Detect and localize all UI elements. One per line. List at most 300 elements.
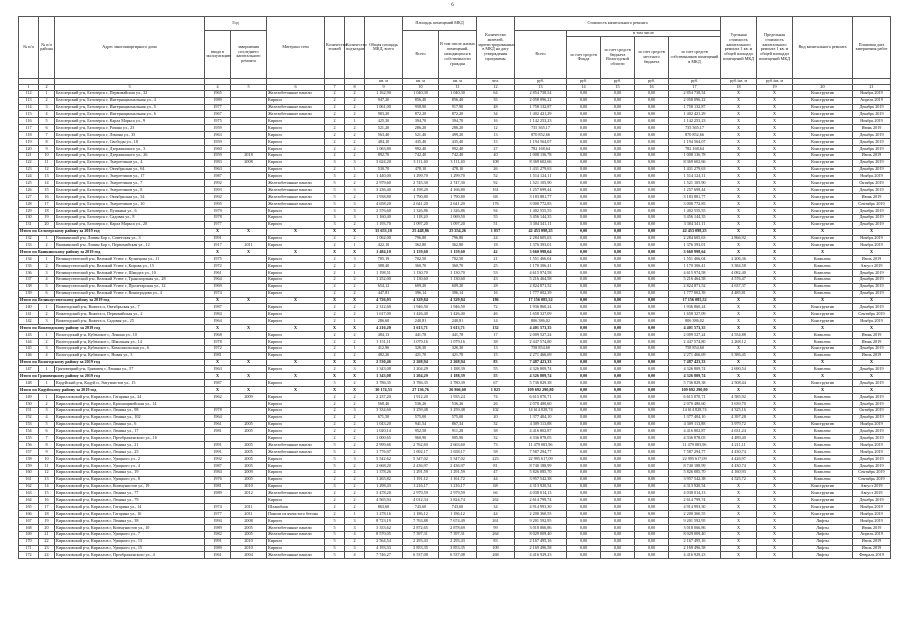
area-total-cell: 1 061,00 [365, 104, 403, 111]
deadline-cell: Декабрь 2019 [853, 400, 891, 407]
unit-cell: кв. м [403, 78, 439, 84]
area-owned-cell: 3 111,40 [439, 159, 477, 166]
specific-cost-cell: 3 384,58 [721, 263, 757, 270]
address-cell: Кирилловский р-н, Кириллов г, Преображенского ул., 16 [55, 435, 205, 442]
wall-material-cell: Кирпич [267, 331, 325, 338]
district-row-number: 2 [39, 242, 55, 249]
year-repaired-cell [231, 435, 267, 442]
wall-material-cell: Шлакоблок [267, 504, 325, 511]
cost-fund-cell: 0,00 [567, 531, 601, 538]
address-cell: Кирилловский р-н, Кириллов г, Урицкого ул., 13 [55, 538, 205, 545]
table-row [19, 283, 891, 290]
area-total-cell: 3 478,20 [365, 490, 403, 497]
repair-type-cell: Комплекс [793, 449, 853, 456]
area-total-cell: 1 278,16 [365, 511, 403, 518]
cost-local-cell: 0,00 [635, 407, 669, 414]
cost-total-cell: 1 658 327,09 [515, 311, 567, 318]
entrances-cell: 1 [345, 242, 365, 249]
column-number-cell: 10 [403, 84, 439, 90]
deadline-cell: Декабрь 2019 [853, 159, 891, 166]
cost-total-cell: 1 402 421,29 [515, 111, 567, 118]
district-row-number: 17 [39, 504, 55, 511]
area-total-cell: 1 063,80 [365, 145, 403, 152]
cost-total-cell: 2 447 574,80 [515, 338, 567, 345]
entrances-cell: X [345, 359, 365, 366]
table-body [19, 90, 891, 559]
entrances-cell: 2 [345, 483, 365, 490]
specific-cost-cell: X [721, 132, 757, 139]
cost-total-cell: 1 376 393,01 [515, 242, 567, 249]
area-total-cell: 1 151,11 [365, 338, 403, 345]
residents-cell: 32 [477, 421, 515, 428]
cost-total-cell: 3 183 881,77 [515, 194, 567, 201]
year-repaired-cell [231, 414, 267, 421]
specific-cost-cell: X [721, 318, 757, 325]
limit-cost-cell: X [757, 90, 793, 97]
cost-region-cell: 0,00 [601, 97, 635, 104]
cost-region-cell: 0,00 [601, 132, 635, 139]
address-cell: Кирилловский р-н, Кириллов г, Урицкого ул., 4 [55, 462, 205, 469]
year-built-cell: 1981 [205, 428, 231, 435]
cost-total-cell: 22 995 617,09 [515, 456, 567, 463]
residents-cell: 44 [477, 511, 515, 518]
entrances-cell: 2 [345, 304, 365, 311]
area-total-cell: 5 542,62 [365, 456, 403, 463]
floors-cell: 5 [325, 187, 345, 194]
cost-owners-cell: 1 521 105,90 [669, 180, 721, 187]
year-built-cell: 1977 [205, 511, 231, 518]
cost-region-cell: 0,00 [601, 518, 635, 525]
cost-fund-cell: 0,00 [567, 118, 601, 125]
floors-cell: 5 [325, 462, 345, 469]
cost-owners-cell: 3 660 998,64 [669, 249, 721, 256]
cost-total-cell: 1 514 124,11 [515, 173, 567, 180]
cost-region-cell: 0,00 [601, 111, 635, 118]
year-built-cell: 1974 [205, 290, 231, 297]
specific-cost-cell: 4 637,37 [721, 283, 757, 290]
specific-cost-cell: 4 426,97 [721, 456, 757, 463]
specific-cost-cell: X [721, 125, 757, 132]
cost-fund-cell: 0,00 [567, 235, 601, 242]
cost-fund-cell: 0,00 [567, 359, 601, 366]
residents-cell: 72 [477, 304, 515, 311]
specific-cost-cell: 4 397,28 [721, 414, 757, 421]
year-repaired-cell: 2004 [231, 552, 267, 559]
row-number: 117 [19, 125, 39, 132]
year-repaired-cell [231, 132, 267, 139]
cost-fund-cell: 0,00 [567, 159, 601, 166]
area-total-cell: 1 160,40 [365, 214, 403, 221]
entrances-cell: 2 [345, 125, 365, 132]
residents-cell: 176 [477, 201, 515, 208]
district-row-number: 2 [39, 338, 55, 345]
district-row-number: 3 [39, 104, 55, 111]
area-owned-cell: 905,90 [439, 435, 477, 442]
floors-cell: 3 [325, 159, 345, 166]
residents-cell: 99 [477, 524, 515, 531]
address-cell: Великоустюгский р-н, Великий Устюг г, Кузнецова ул., 11 [55, 256, 205, 263]
residents-cell: 38 [477, 338, 515, 345]
column-number-cell: 12 [477, 84, 515, 90]
limit-cost-cell: X [757, 407, 793, 414]
floors-cell: 5 [325, 456, 345, 463]
district-row-number: 16 [39, 194, 55, 201]
year-built-cell: 1989 [205, 524, 231, 531]
cost-local-cell: 0,00 [635, 338, 669, 345]
year-built-cell: X [205, 325, 231, 332]
area-all-cell: 360,70 [403, 263, 439, 270]
area-owned-cell: 1 326,86 [439, 207, 477, 214]
specific-cost-cell: 3 639,70 [721, 400, 757, 407]
specific-cost-cell: X [721, 173, 757, 180]
cost-fund-cell: 0,00 [567, 449, 601, 456]
floors-cell: 5 [325, 180, 345, 187]
cost-total-cell: 2 167 495,16 [515, 538, 567, 545]
district-row-number: 2 [39, 263, 55, 270]
deadline-cell: Ноябрь 2019 [853, 504, 891, 511]
cost-local-cell: 0,00 [635, 435, 669, 442]
cost-fund-cell: 0,00 [567, 221, 601, 228]
year-repaired-cell [231, 256, 267, 263]
limit-cost-cell: X [757, 531, 793, 538]
cost-owners-cell: 4 416 929,23 [669, 552, 721, 559]
cost-fund-cell: 0,00 [567, 545, 601, 552]
floors-cell: 2 [325, 421, 345, 428]
table-row [19, 290, 891, 297]
row-number: 128 [19, 201, 39, 208]
specific-cost-cell: 4 631,24 [721, 428, 757, 435]
area-owned-cell: 396,14 [439, 290, 477, 297]
cost-owners-cell: 17 156 085,52 [669, 297, 721, 304]
district-row-number: 6 [39, 290, 55, 297]
address-cell: Кирилловский р-н, Кириллов г, Ленина ул., 38 [55, 518, 205, 525]
limit-cost-cell: X [757, 476, 793, 483]
cost-total-cell: 5 736 829,38 [515, 380, 567, 387]
cost-owners-cell: 2 447 574,80 [669, 338, 721, 345]
table-row [19, 139, 891, 146]
area-all-cell: 609,20 [403, 283, 439, 290]
cost-fund-cell: 0,00 [567, 552, 601, 559]
deadline-cell: X [853, 249, 891, 256]
residents-cell: 268 [477, 552, 515, 559]
cost-total-cell: 42 453 098,25 [515, 228, 567, 235]
wall-material-cell: Кирпич [267, 518, 325, 525]
year-built-cell: 1968 [205, 331, 231, 338]
year-repaired-cell: 2005 [231, 531, 267, 538]
floors-cell: 2 [325, 400, 345, 407]
limit-cost-cell: X [757, 173, 793, 180]
limit-cost-cell: X [757, 524, 793, 531]
row-number: 120 [19, 145, 39, 152]
area-total-cell: 863,60 [365, 504, 403, 511]
limit-cost-cell: X [757, 194, 793, 201]
district-row-number: 17 [39, 201, 55, 208]
address-cell: Великоустюгский р-н, Великий Устюг г, Шмидта ул., 10 [55, 269, 205, 276]
cost-total-cell: 1 521 105,90 [515, 180, 567, 187]
table-row [19, 366, 891, 373]
year-built-cell: 1961 [205, 552, 231, 559]
floors-cell: X [325, 228, 345, 235]
limit-cost-cell: X [757, 214, 793, 221]
cost-total-cell: 4 313 920,54 [515, 483, 567, 490]
header-cost-region: за счет средств бюджета Вологодской области [601, 36, 635, 78]
year-built-cell: X [205, 387, 231, 394]
deadline-cell: Июнь 2019 [853, 125, 891, 132]
cost-fund-cell: 0,00 [567, 331, 601, 338]
address-cell: Кирилловский р-н, Кириллов г, Урицкого ул., 2 [55, 456, 205, 463]
limit-cost-cell: X [757, 201, 793, 208]
table-row [19, 462, 891, 469]
area-total-cell: 425,30 [365, 118, 403, 125]
year-built-cell: 1977 [205, 221, 231, 228]
district-row-number: 15 [39, 187, 55, 194]
area-all-cell: 4 329,84 [403, 297, 439, 304]
entrances-cell: 2 [345, 290, 365, 297]
cost-fund-cell: 0,00 [567, 249, 601, 256]
table-row [19, 352, 891, 359]
entrances-cell: 2 [345, 173, 365, 180]
cost-total-cell: 758 854,60 [515, 345, 567, 352]
cost-owners-cell: 1 194 564,07 [669, 139, 721, 146]
cost-total-cell: 7 487 423,33 [515, 359, 567, 366]
year-built-cell: 1987 [205, 462, 231, 469]
floors-cell: X [325, 325, 345, 332]
year-repaired-cell: X [231, 387, 267, 394]
column-number-cell: 4 [205, 84, 231, 90]
limit-cost-cell: X [757, 545, 793, 552]
address-cell: Вожегодский р-н, Вожега п, Первомайская ул., 2 [55, 311, 205, 318]
repair-type-cell: Конструктив [793, 421, 853, 428]
district-total-row [19, 373, 891, 380]
residents-cell: 66 [477, 490, 515, 497]
area-all-cell: 3 259,48 [403, 407, 439, 414]
deadline-cell: Апрель 2019 [853, 531, 891, 538]
residents-cell: 1 057 [477, 228, 515, 235]
address-cell: Кирилловский р-н, Кириллов г, Ленина ул., 79 [55, 497, 205, 504]
deadline-cell: Декабрь 2019 [853, 104, 891, 111]
entrances-cell: 2 [345, 449, 365, 456]
district-row-number: 14 [39, 180, 55, 187]
year-repaired-cell [231, 214, 267, 221]
limit-cost-cell: X [757, 159, 793, 166]
limit-cost-cell: X [757, 104, 793, 111]
wall-material-cell: Кирпич [267, 132, 325, 139]
area-all-cell: 796,80 [403, 235, 439, 242]
area-all-cell: 960,90 [403, 435, 439, 442]
district-row-number: 10 [39, 456, 55, 463]
area-total-cell: 2 530,46 [365, 359, 403, 366]
area-total-cell: 422,10 [365, 242, 403, 249]
entrances-cell: 2 [345, 435, 365, 442]
residents-cell: 109 [477, 545, 515, 552]
year-repaired-cell: 2005 [231, 462, 267, 469]
table-row [19, 524, 891, 531]
cost-total-cell: 4 416 802,87 [515, 428, 567, 435]
residents-cell: 14 [477, 318, 515, 325]
cost-local-cell: 0,00 [635, 476, 669, 483]
district-row-number: 2 [39, 97, 55, 104]
area-all-cell: 7 763,88 [403, 518, 439, 525]
residents-cell: 58 [477, 449, 515, 456]
entrances-cell: X [345, 297, 365, 304]
area-all-cell: 1 191,12 [403, 476, 439, 483]
cost-fund-cell: 0,00 [567, 256, 601, 263]
address-cell: Вологодский р-н, Кубенское с, Ленина ул., 10 [55, 331, 205, 338]
specific-cost-cell: X [721, 518, 757, 525]
floors-cell: 2 [325, 145, 345, 152]
header-repair-type: Вид капитального ремонта [793, 17, 853, 79]
area-total-cell: 1 062,00 [365, 235, 403, 242]
cost-total-cell: 3 456 144,35 [515, 214, 567, 221]
cost-local-cell: 0,00 [635, 132, 669, 139]
cost-region-cell: 0,00 [601, 297, 635, 304]
area-all-cell: 1 692,17 [403, 449, 439, 456]
area-total-cell: 484,10 [365, 139, 403, 146]
cost-region-cell: 0,00 [601, 373, 635, 380]
district-row-number: 7 [39, 435, 55, 442]
area-total-cell: 568,46 [365, 400, 403, 407]
cost-fund-cell: 0,00 [567, 435, 601, 442]
repair-type-cell: X [793, 228, 853, 235]
area-total-cell: 3 333,62 [365, 524, 403, 531]
residents-cell: 34 [477, 111, 515, 118]
specific-cost-cell: 4 211,11 [721, 442, 757, 449]
district-row-number: 2 [39, 400, 55, 407]
cost-local-cell: 0,00 [635, 201, 669, 208]
year-built-cell: 1981 [205, 483, 231, 490]
entrances-cell: 3 [345, 456, 365, 463]
repair-type-cell: Лифты [793, 538, 853, 545]
cost-total-cell: 3 660 998,64 [515, 249, 567, 256]
deadline-cell: Декабрь 2019 [853, 304, 891, 311]
repair-type-cell: Конструктив [793, 97, 853, 104]
area-all-cell: 1 216,17 [403, 483, 439, 490]
limit-cost-cell: X [757, 111, 793, 118]
limit-cost-cell: X [757, 345, 793, 352]
cost-owners-cell: 1 658 327,09 [669, 311, 721, 318]
cost-total-cell: 1 008 136,78 [515, 152, 567, 159]
area-all-cell: 2 293,43 [403, 538, 439, 545]
specific-cost-cell: 2 268,12 [721, 338, 757, 345]
cost-fund-cell: 0,00 [567, 380, 601, 387]
entrances-cell: 3 [345, 214, 365, 221]
cost-owners-cell: 1 170 306,41 [669, 263, 721, 270]
cost-region-cell: 0,00 [601, 242, 635, 249]
residents-cell: 67 [477, 380, 515, 387]
floors-cell: X [325, 359, 345, 366]
repair-type-cell: Конструктив [793, 497, 853, 504]
deadline-cell: Ноябрь 2019 [853, 235, 891, 242]
specific-cost-cell: X [721, 531, 757, 538]
residents-cell: 55 [477, 366, 515, 373]
year-built-cell: 1964 [205, 414, 231, 421]
total-label: Итого по Кадуйскому району за 2019 год [19, 387, 205, 394]
address-cell: Белозерский р-н, Белозерск г, Первомайская ул., 32 [55, 90, 205, 97]
row-number: 151 [19, 407, 39, 414]
residents-cell: 42 [477, 249, 515, 256]
district-row-number: 10 [39, 152, 55, 159]
entrances-cell: 2 [345, 393, 365, 400]
cost-fund-cell: 0,00 [567, 125, 601, 132]
cost-local-cell: 0,00 [635, 263, 669, 270]
entrances-cell: 2 [345, 497, 365, 504]
cost-region-cell: 0,00 [601, 283, 635, 290]
cost-owners-cell: 1 514 124,11 [669, 173, 721, 180]
area-total-cell: 521,20 [365, 125, 403, 132]
entrances-cell: 2 [345, 152, 365, 159]
cost-local-cell: 0,00 [635, 449, 669, 456]
page-number: 6 [451, 3, 454, 8]
area-all-cell: 25 448,86 [403, 228, 439, 235]
deadline-cell: Ноябрь 2019 [853, 318, 891, 325]
row-number: 169 [19, 531, 39, 538]
cost-local-cell: 0,00 [635, 428, 669, 435]
area-owned-cell: 911,28 [439, 428, 477, 435]
entrances-cell: X [345, 249, 365, 256]
limit-cost-cell: X [757, 393, 793, 400]
table-row [19, 414, 891, 421]
cost-region-cell: 0,00 [601, 118, 635, 125]
floors-cell: 2 [325, 304, 345, 311]
year-repaired-cell [231, 173, 267, 180]
area-owned-cell: 1 040,30 [439, 90, 477, 97]
specific-cost-cell: X [721, 201, 757, 208]
repair-type-cell: Конструктив [793, 235, 853, 242]
residents-cell: 21 [477, 256, 515, 263]
residents-cell: 35 [477, 97, 515, 104]
residents-cell: 16 [477, 118, 515, 125]
year-built-cell: 1976 [205, 476, 231, 483]
header-address: Адрес многоквартирного дома [55, 17, 205, 79]
area-all-cell: 958,90 [403, 104, 439, 111]
unit-cell: кв. м [365, 78, 403, 84]
entrances-cell: 2 [345, 235, 365, 242]
cost-total-cell: 4 401 573,35 [515, 325, 567, 332]
district-row-number: 15 [39, 490, 55, 497]
deadline-cell: Декабрь 2019 [853, 414, 891, 421]
year-built-cell: 1975 [205, 118, 231, 125]
cost-owners-cell: 806 386,02 [669, 318, 721, 325]
header-area-group: Площадь помещений МКД [403, 17, 477, 31]
cost-region-cell: 0,00 [601, 462, 635, 469]
limit-cost-cell: X [757, 366, 793, 373]
residents-cell: 12 [477, 125, 515, 132]
address-cell: Белозерский р-н, Белозерск г, Ленина ул., 35 [55, 132, 205, 139]
table-row [19, 276, 891, 283]
specific-cost-cell: X [721, 159, 757, 166]
residents-cell: 18 [477, 242, 515, 249]
repair-type-cell: Конструктив [793, 104, 853, 111]
floors-cell: X [325, 373, 345, 380]
area-total-cell: 1 193,70 [365, 221, 403, 228]
limit-cost-cell: X [757, 249, 793, 256]
district-total-row [19, 325, 891, 332]
cost-owners-cell: 109 692 290,80 [669, 387, 721, 394]
deadline-cell: Декабрь 2019 [853, 166, 891, 173]
cost-fund-cell: 0,00 [567, 538, 601, 545]
address-cell: Великоустюгский р-н, Великий Устюг г, Кирова ул., 15 [55, 263, 205, 270]
column-number-cell: 19 [757, 84, 793, 90]
row-number: 160 [19, 469, 39, 476]
wall-material-cell: Кирпич [267, 276, 325, 283]
area-total-cell: 35 653,10 [365, 228, 403, 235]
cost-local-cell: 0,00 [635, 393, 669, 400]
cost-owners-cell: 2 070 480,60 [669, 400, 721, 407]
wall-material-cell: Железобетонные панели [267, 194, 325, 201]
cost-total-cell: 7 587 294,77 [515, 449, 567, 456]
area-owned-cell: 2 436,97 [439, 462, 477, 469]
cost-fund-cell: 0,00 [567, 483, 601, 490]
